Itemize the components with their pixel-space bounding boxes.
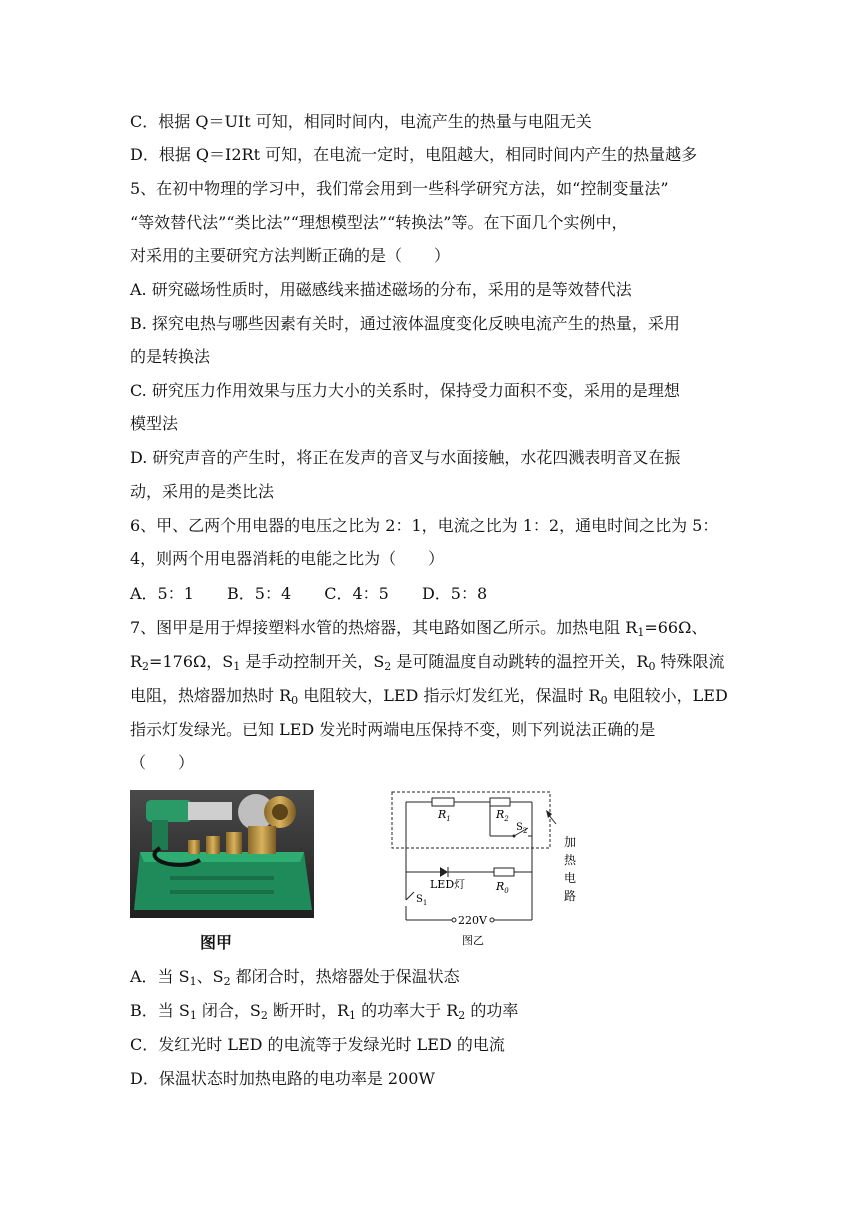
resistor-r0 — [494, 868, 514, 876]
side-label-4: 路 — [564, 889, 577, 903]
q6-option-a: A．5：1 — [130, 584, 194, 603]
question-7-option-c: C．发红光时 LED 的电流等于发绿光时 LED 的电流 — [130, 1035, 505, 1054]
question-7-option-b: B．当 $S_1$ 闭合，$S_2$ 断开时，$R_1$ 的功率大于 $R_2$ 的功率 — [130, 1001, 519, 1022]
question-5-option-b-2: 的是转换法 — [130, 347, 211, 366]
question-5-option-d-1: D. 研究声音的产生时，将正在发声的音叉与水面接触，水花四溅表明音叉在振 — [130, 448, 681, 467]
side-label-1: 加 — [564, 835, 577, 849]
switch-s1 — [406, 892, 414, 900]
question-6-line-2: 4，则两个用电器消耗的电能之比为（ ） — [130, 549, 445, 568]
label-r0: $R_0$ — [496, 880, 509, 895]
question-7-line-1: 7、图甲是用于焊接塑料水管的热熔器，其电路如图乙所示。加热电阻 $R_1=66\Omega$、 — [130, 618, 708, 639]
heating-circuit-box — [392, 792, 550, 848]
side-label-2: 热 — [564, 853, 577, 867]
q6-option-b: B．5：4 — [227, 584, 292, 603]
question-7-line-5: （ ） — [130, 753, 195, 772]
question-5-option-b-1: B. 探究电热与哪些因素有关时，通过液体温度变化反映电流产生的热量，采用 — [130, 314, 680, 333]
question-5-option-d-2: 动，采用的是类比法 — [130, 482, 275, 501]
resistor-r1 — [432, 798, 454, 806]
resistor-r2 — [490, 798, 510, 806]
label-s2: $S_2$ — [516, 822, 528, 835]
question-5-line-3: 对采用的主要研究方法判断正确的是（ ） — [130, 246, 451, 265]
welder-illustration — [130, 790, 314, 918]
question-5-option-c-2: 模型法 — [130, 414, 179, 433]
label-led: LED灯 — [430, 878, 466, 891]
q6-option-d: D．5：8 — [421, 584, 488, 603]
question-7-option-d: D．保温状态时加热电路的电功率是 200W — [130, 1069, 435, 1088]
question-6-options — [130, 583, 515, 605]
label-s1: $S_1$ — [416, 894, 428, 907]
question-5-option-c-1: C. 研究压力作用效果与压力大小的关系时，保持受力面积不变，采用的是理想 — [130, 381, 680, 400]
side-label-3: 电 — [564, 871, 577, 885]
question-5-option-a: A. 研究磁场性质时，用磁感线来描述磁场的分布，采用的是等效替代法 — [130, 280, 632, 299]
circuit-diagram — [388, 788, 588, 948]
question-5-line-2: “等效替代法”“类比法”“理想模型法”“转换法”等。在下面几个实例中， — [130, 213, 628, 232]
question-6-line-1: 6、甲、乙两个用电器的电压之比为 2：1，电流之比为 1：2，通电时间之比为 5： — [130, 516, 719, 535]
question-7-line-3: 电阻，热熔器加热时 $R_0$ 电阻较大，LED 指示灯发红光，保温时 $R_0$ 电阻较小，LED — [130, 686, 728, 707]
led-symbol — [440, 867, 448, 877]
photo-caption: 图甲 — [200, 933, 233, 952]
heat-fusion-welder-photo — [130, 790, 314, 918]
question-7-line-2: $R_2=176\Omega$，$S_1$ 是手动控制开关，$S_2$ 是可随温度自动跳转的温控开关，$R_0$ 特殊限流 — [130, 652, 725, 673]
label-r1: $R_1$ — [438, 808, 451, 823]
question-7-option-a: A．当 $S_1$、$S_2$ 都闭合时，热熔器处于保温状态 — [130, 967, 460, 988]
circuit-caption: 图乙 — [462, 934, 484, 947]
question-7-line-4: 指示灯发绿光。已知 LED 发光时两端电压保持不变，则下列说法正确的是 — [130, 720, 656, 739]
label-r2: $R_2$ — [496, 808, 509, 823]
label-voltage: 220V — [458, 914, 487, 927]
question-5-line-1: 5、在初中物理的学习中，我们常会用到一些科学研究方法，如“控制变量法” — [130, 179, 669, 198]
option-d-prev: D．根据 Q＝I2Rt 可知，在电流一定时，电阻越大，相同时间内产生的热量越多 — [130, 145, 698, 164]
q6-option-c: C．4：5 — [324, 584, 389, 603]
option-c-prev: C．根据 Q＝UIt 可知，相同时间内，电流产生的热量与电阻无关 — [130, 112, 592, 131]
